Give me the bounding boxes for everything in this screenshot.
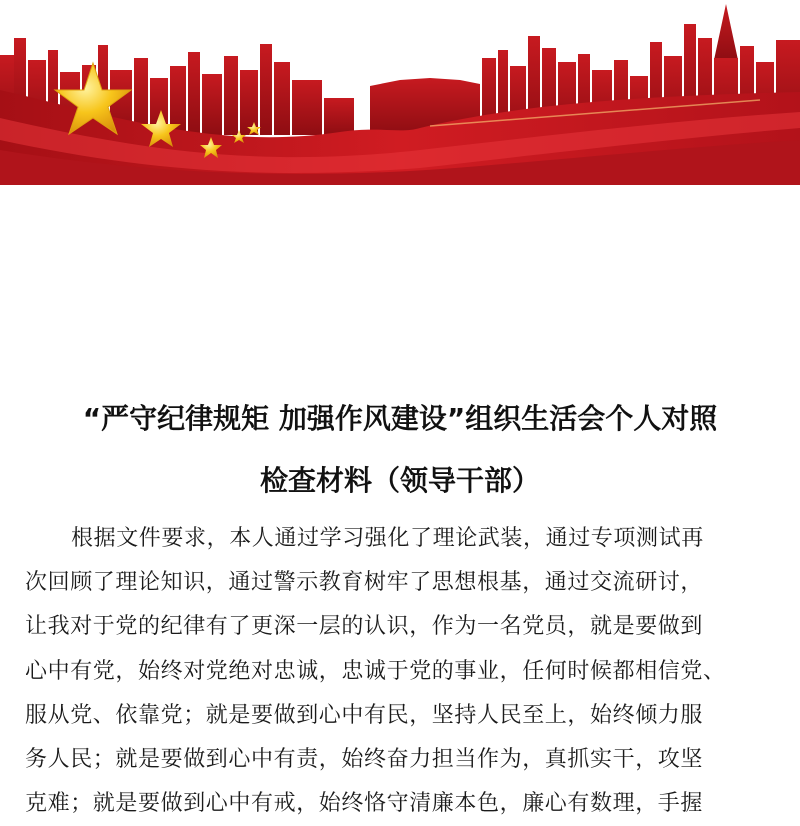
document-body [25, 517, 780, 826]
body-line: 务人民；就是要做到心中有责，始终奋力担当作为，真抓实干，攻坚 [25, 747, 704, 773]
body-line: 服从党、依靠党；就是要做到心中有民，坚持人民至上，始终倾力服 [25, 702, 704, 728]
title-line: 检查材料（领导干部） [259, 464, 540, 497]
document-title [0, 388, 800, 512]
title-line: “严守纪律规矩 加强作风建设”组织生活会个人对照 [82, 402, 718, 435]
body-line: 克难；就是要做到心中有戒，始终恪守清廉本色，廉心有数理，手握 [25, 791, 704, 817]
body-line: 次回顾了理论知识，通过警示教育树牢了思想根基，通过交流研讨， [25, 570, 704, 596]
body-line: 让我对于党的纪律有了更深一层的认识，作为一名党员，就是要做到 [25, 614, 704, 640]
banner-graphic [0, 0, 800, 185]
body-line: 心中有党，始终对党绝对忠诚，忠诚于党的事业，任何时候都相信党、 [25, 658, 726, 684]
header-banner [0, 0, 800, 185]
body-line: 根据文件要求，本人通过学习强化了理论武装，通过专项测试再 [71, 526, 704, 551]
